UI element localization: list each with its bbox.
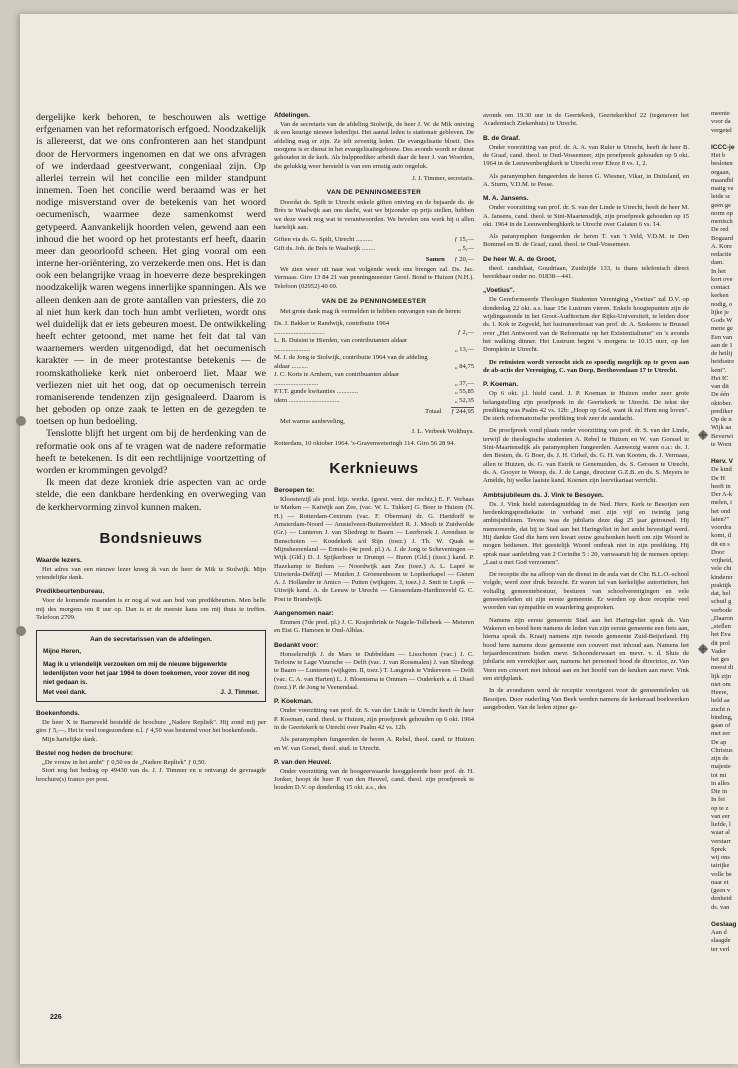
text-fragment: vele chi [711, 565, 732, 573]
article-text: avonds om 19.30 uur in de Geertekerk, Geertekerkhof 22 (tegenover het Academisch Ziekenhuis) te Utrecht. [483, 112, 689, 128]
subheading: „Voetius". [483, 287, 515, 295]
notice-text: De heer X te Barneveld besteldé de brochure „Nadere Repliek". Hij zond mij per giro ƒ 5,—. Het te veel toegezondene n.l. ƒ 4,50 was bestemd voor het boekenfonds. [36, 719, 266, 735]
text-fragment: In het [711, 267, 726, 275]
text-fragment: contact [711, 284, 730, 291]
text-fragment: tot mi [711, 771, 727, 779]
text-fragment: De één [711, 391, 730, 399]
article-text: Van de secretaris van de afdeling Stolwijk, de heer J. W. de Mik ontving ik een keurige nieuwe ledenlijst. Het aantal leden is stationair gebleven. De afdeling mag er zijn. Ze telt zeventig leden. De evangelisatie bloeit. Des morgens is er dienst in het evangelisatiegebouw. Des avonds wordt er dienst gehouden in de kerk. Als hulpprediker arbeidt daar de heer J. van Woerden, die gelukkig weer hersteld is van een ernstig auto ongeluk. [274, 121, 474, 170]
subheading: B. de Graaf. [483, 134, 521, 142]
finance-table [274, 236, 474, 253]
text-fragment: leide sc [711, 193, 731, 201]
text-fragment: dam. [711, 259, 724, 267]
text-fragment: Een van [711, 333, 733, 341]
text-fragment: ICCC-je [711, 143, 735, 151]
text-fragment: Op de n [711, 416, 732, 423]
text-fragment: het Eva [711, 631, 731, 639]
text-fragment: verbode [711, 606, 732, 614]
text-fragment: van eer [711, 812, 730, 820]
box-body: Mag ik u vriendelijk verzoeken om mij de nieuwe bijgewerkte ledenlijsten voor het jaar 1964 te doen toekomen, voor zover dit nog niet gedaan is. [43, 661, 250, 687]
text-fragment: moest di [711, 664, 734, 672]
article-text: Met grote dank mag ik vermelden te hebben ontvangen van de heren: [280, 308, 462, 316]
text-fragment: gaan of [711, 722, 731, 729]
text-fragment: wij ons [711, 854, 730, 861]
text-fragment: kent". [711, 366, 727, 374]
text-fragment: dit prol [711, 639, 730, 647]
text-fragment: laten?" [711, 515, 730, 523]
subheading: Waarde lezers. [36, 556, 82, 564]
text-fragment: lijk zijn [711, 672, 732, 680]
finance-row [274, 245, 474, 254]
article-text: Doordat ds. Spilt te Utrecht enkele giften ontving en de bejaarde ds. de Brès te Waalwijk aan ons dacht, wat we bijzonder op prijs stellen, hebben we deze week nog wat te verantwoorden. We bevelen ons werk bij u allen hartelijk aan. [274, 198, 474, 231]
text-fragment: „Daaron [711, 614, 734, 622]
article-paragraph: dergelijke kerk behoren, te beschouwen als wettige erfgenamen van het reformatorisch erfgoed. Noodzakelijk is allereerst, dat we ons confronteren aan het standpunt door de Hervormers ingenomen en dat we ons afvragen of we inderdaad geestverwant, congeniaal zijn. Op allerlei terrein wil het concilie een milder standpunt innemen. Toen het concilie werd beraamd was er het nodige misverstand over de betekenis van het woord oecumenisch, waarmee deze samenkomst werd getypeerd. Aanvankelijk hoorden velen, gewend aan een inhoud die het woord op het protestants erf heeft, daarin meer dan geoorloofd scheen. Het ging vooral om een interne her-oriëntering, zo verzekerde men ons. Het is dan ook een belangrijke vraag in hoeverre deze besprekingen noodzakelijk waren wegens innerlijke spanningen. Als we alleen denken aan de grote aantallen van priesters, die zo al niet hun kerk dan toch hun ambt verlieten, wordt ons wel duidelijk dat er iets gebeuren moest. De ontwikkeling heeft echter getoond, met name het feit dat tal van waarnemers werden uitgenodigd, dat het oecumenisch karakter — in de meer protestantse betekenis — de roomskatholieke kerk niet onberoerd liet. Maar we verliezen niet uit het oog, dat op oecumenisch terrein romaniserende tendenzen zijn gesignaleerd. Daarom is het geboden op onze zaak te letten en de gezegden te toetsen op hun bedoeling. [36, 112, 266, 428]
text-fragment: ds. van [711, 903, 730, 911]
text-fragment: Sprek [711, 845, 727, 853]
finance-label: Ds. J. Bakker te Randwijk, contributie 1964 ............................... [274, 320, 390, 336]
subheading-center: VAN DE 2e PENNINGMEESTER [321, 298, 427, 306]
sum-amount: ƒ 20,— [454, 256, 474, 264]
article-text: Namens zijn eerste gemeente Stad aan het Haringvliet sprak ds. Van Wakeren en bood hem namens de leden van zijn eerste gemeente een fiets aan, hierna sprak ds. Kraaij namens zijn tweede gemeente Zuid-Beijerland. Hij bood hem namens deze gemeente een couvert met inhoud aan. Namens het bejaardencentrum boden mevr. Schoonderwaart en mevr. v. d. Sluis de jubilaris een verrekijker aan, namens het personeel bood de directrice, zr. Van Veen een couvert met inhoud aan en het hoofd van de keuken aan mevr. Vink een strijkplank. [483, 616, 689, 682]
article-text: De reünisten wordt verzocht zich zo spoedig mogelijk op te geven aan de ab-actis der Vereniging, C. van Dorp, Beethovenlaan 17 te Utrecht. [483, 358, 689, 374]
address-text: Rotterdam, 10 oktober 1964. 's-Gravenweteringh 114. Giro 56 28 94. [274, 439, 456, 447]
text-fragment: tairijke [711, 862, 730, 870]
text-fragment: waar al [711, 829, 730, 837]
text-fragment: te Worn [711, 440, 732, 448]
finance-row [274, 371, 474, 388]
margin-ornament-icon [696, 642, 710, 656]
text-fragment: matig ve [711, 185, 734, 192]
text-fragment: oktober. [711, 399, 733, 407]
text-fragment: Door [711, 548, 725, 556]
text-fragment: lijke je [711, 308, 729, 316]
finance-row [274, 354, 474, 371]
text-fragment [711, 135, 738, 141]
section-title-kerknieuws: Kerknieuws [329, 460, 419, 477]
binding-hole [16, 416, 26, 426]
notice-text: Voor de komende maanden is er nog al wat aan bod van predikbeurten. Men belle mij des morgens om 8 uur op. Dan is er de meeste kans om mij thuis te treffen. Telefoon 2709. [36, 597, 266, 621]
subheading: P. Koekman. [274, 698, 313, 706]
text-fragment: besloten [711, 160, 733, 168]
finance-amount: „ 5,— [458, 244, 474, 252]
text-fragment: verstarr [711, 837, 731, 845]
article-text: Onder voorzitting van prof. dr. S. van der Linde te Utrecht heeft de heer P. Koeman, cand. theol. te Huizen, zijn proefpreek gehouden op 6 okt. 1964 in de Geertekerk te Utrecht over Psalm 42 vs. 12b. [274, 707, 474, 731]
box-closing: Met veel dank. [43, 689, 87, 697]
finance-label: idem ............................... [274, 396, 340, 404]
text-fragment: held aa [711, 697, 730, 705]
article-text: Onder voorzitting van prof. dr. S. van der Linde te Utrecht, heeft de heer M. A. Jansens, cand. theol. te Sint-Maartensdijk, zijn proefpreek gehouden op 15 okt. 1964 in de Leeuwenberghkerk te Utrecht over Galaten 6 vs. 14. [483, 204, 689, 228]
text-fragment: slaagde [711, 937, 731, 945]
text-fragment: heeft in [711, 482, 731, 490]
text-fragment [711, 449, 738, 455]
finance-label: Gift ds. Joh. de Brès te Waalwijk ........ [274, 244, 375, 252]
text-fragment: vrijheid, [711, 557, 733, 564]
subheading: Boekenfonds. [36, 710, 80, 718]
article-text: Als paranymphen fungeerden de heren G. Wiesner, Vikar, in Duitsland, en A. Sturm, V.D.M. te Pesse. [483, 172, 689, 188]
notice-text: „De vrouw in het ambt" ƒ 0,50 en de „Nadere Repliek" ƒ 0,50. [42, 759, 207, 767]
text-fragment: denheid [711, 895, 732, 903]
subheading: De heer W. A. de Groot, [483, 255, 557, 263]
text-fragment: Die in [711, 788, 728, 795]
text-fragment: kinderer [711, 573, 733, 581]
text-fragment: Der A-k [711, 491, 733, 498]
total-amount: ƒ 244,95 [451, 408, 474, 416]
article-text: Als paranymphen fungeerden de heren A. Rebel, theol. cand. te Huizen en W. van Gorsel, theol. stud. te Utrecht. [274, 736, 474, 752]
finance-amount: „ 37,— [454, 379, 474, 387]
article-text: De receptie die na afloop van de dienst in de aula van de Chr. B.L.O.-school volgde, werd zeer druk bezocht. Er waren tal van kerkelijke autoriteiten, het voltallig gemeentebestuur, besturen van schoolverenigingen en vele gemeenteleden uit zijn eerste gemeente. Er werden op deze receptie veel woorden van sympathie en waardering gesproken. [483, 571, 689, 612]
article-paragraph: Ik meen dat deze kroniek drie aspecten van ac orde stelde, die een dankbare herdenking en overweging van de kerkhervorming zinvol kunnen maken. [36, 477, 266, 513]
finance-amount: „ 13,— [454, 345, 474, 353]
text-fragment: liefde, l [711, 821, 731, 828]
article-text: Op 6 okt. j.l. hield cand. J. P. Koeman te Huizen onder zeer grote belangstelling zijn proefpreek in de Geertekerk te Utrecht. De tekst der prediking was Psalm 42 vs. 12b: „Hoop op God, want ik zal Hem nog loven". De sterk reformatorische prediking trok zeer de aandacht. [483, 390, 689, 423]
text-fragment: menisch [711, 218, 733, 225]
notice-text: Het adres van een nieuwe lezer kreeg ik van de heer de Mik te Stolwijk. Mijn vriendelijke dank. [36, 565, 266, 581]
finance-amount: „ 84,75 [454, 362, 474, 370]
signature: J. L. Verbeek Wolthuys. [411, 427, 474, 435]
text-fragment: meente [711, 110, 730, 117]
text-fragment: maandbl [711, 176, 734, 184]
text-fragment: majeste [711, 763, 731, 771]
text-fragment: heidsstre [711, 358, 735, 366]
article-text: Als paranymphen fungeerden de heren T. van 't Veld, V.D.M. te Den Bommel en B. de Graaf, cand. theol. te Oud-Vossemeer. [483, 233, 689, 249]
text-fragment: A. Kore [711, 242, 732, 250]
text-fragment: In fei [711, 796, 725, 804]
text-fragment: het ond [711, 507, 731, 515]
text-fragment: Het b [711, 152, 726, 159]
subheading: Bedankt voor: [274, 641, 319, 649]
text-fragment: niet om [711, 680, 731, 688]
text-fragment: de heilij [711, 350, 733, 357]
text-fragment: Wijk aa [711, 424, 732, 432]
box-title: Aan de secretarissen van de afdelingen. [90, 636, 212, 644]
text-fragment: geen ge [711, 201, 732, 209]
subheading: Bestel nog heden de brochure: [36, 750, 134, 758]
finance-label: M. J. de Jong te Stolwijk, contributie 1964 van de afdeling aldaar .......... [274, 354, 428, 370]
text-fragment: Geslaag [711, 920, 737, 928]
text-fragment: Het IC [711, 374, 729, 382]
box-signature: J. J. Timmer. [220, 689, 259, 697]
text-fragment: Aan d [711, 929, 727, 936]
article-text: Emmen (7de pred. pl.) J. C. Krajenbrink te Nagele-Tollebeek — Meteren en Eist G. Hamoen te Oud-Alblas. [274, 619, 474, 635]
text-fragment: nodig, o [711, 300, 733, 308]
notice-text: Mijn hartelijke dank. [42, 735, 98, 743]
text-fragment: praktijk [711, 581, 732, 589]
finance-amount: ƒ 15,— [454, 236, 474, 244]
total-line [274, 408, 474, 415]
text-fragment: in alles [711, 779, 730, 787]
margin-ornament-icon [696, 428, 710, 442]
finance-amount: ƒ 2,— [457, 328, 474, 336]
article-text: De proefpreek vond plaats onder voorzitting van prof. dr. S. van der Linde, terwijl de theologische studenten A. Rebel te Huizen en W. van Gorssel te Sint-Maartensdijk als paranymphen fungeerden. Aanwezig waren o.a.: ds. J. den Besten, ds. G Boer, ds. J. H. Cirkel, ds. G. H. van Kooten, ds. J. Vermaas, allen te Huizen, ds. G. van Estrik te Genemuiden, ds. S. Gerssen te Utrecht, ds. A. Gooyer te Weesp, ds. J. de Lange, directeur G.Z.B. en ds. S. Meyers te Amelde, bij welke laatste kand. Koenen zijn leervikariaat verricht. [483, 427, 689, 485]
sum-line [274, 256, 474, 263]
subheading: Beroepen te: [274, 487, 315, 494]
text-fragment: voor da [711, 118, 731, 126]
text-fragment: volle be [711, 870, 732, 878]
finance-label: L. B. Duisint te Hierden, van contributanten aldaar ...................... [274, 337, 408, 353]
text-fragment: melen, i [711, 499, 732, 507]
text-fragment: ter verl [711, 945, 730, 953]
finance-row [274, 388, 474, 397]
article-text: Onder voorzitting van de hoogeerwaarde hooggeleerde heer prof. dr. H. Jonker, hoopt de heer P. van den Heuvel, cand. theol. zijn proefpreek te houden D.V. op donderdag 15 okt. a.s., des [274, 767, 474, 792]
text-fragment: mene ge [711, 325, 733, 333]
text-fragment: op te z [711, 804, 729, 812]
text-fragment: prediker [711, 407, 733, 415]
box-footer [43, 689, 259, 696]
page-number: 226 [50, 1014, 62, 1021]
text-fragment: dit en s [711, 540, 730, 548]
text-fragment: norm op [711, 209, 733, 217]
finance-row [274, 397, 474, 406]
subheading: Ambtsjubileum ds. J. Vink te Besoyen. [483, 491, 604, 499]
column-2 [274, 112, 474, 797]
text-fragment: met eer [711, 730, 731, 738]
text-fragment: Heere, [711, 689, 729, 696]
text-fragment: binding, [711, 713, 733, 721]
text-fragment: van dit [711, 383, 729, 390]
newspaper-page [20, 14, 738, 1064]
notice-text: Stort nog het bedrag op 49430 van ds. J. J. Timmer en u ontvangt de gevraagde brochure(s) franco per post. [36, 767, 266, 783]
finance-row [274, 320, 474, 337]
article-paragraph: Tenslotte blijft het urgent om bij de herdenking van de reformatie ook ons af te vragen wat de nadere reformatie heeft te betekenen. Is dit een rechtlijnige voortzetting of worden er krommingen gevolgd? [36, 428, 266, 476]
subheading: Afdelingen. [274, 112, 310, 119]
subheading: Aangenomen naar: [274, 610, 334, 618]
text-fragment: redactie [711, 251, 732, 258]
finance-amount: „ 52,35 [454, 396, 474, 404]
text-fragment: vergetel [711, 126, 732, 134]
text-fragment: Bogaard [711, 234, 734, 242]
finance-label: Giften via ds. G. Spilt, Utrecht .......... [274, 236, 373, 244]
finance-label: P.T.T. gunde kwitanties ............. [274, 388, 358, 396]
text-fragment [711, 912, 738, 918]
text-fragment: het ges [711, 656, 730, 663]
text-fragment: schuil g [711, 598, 732, 606]
text-fragment: „stellen [711, 623, 731, 630]
subheading: Predikbeurtenbureau. [36, 588, 105, 596]
text-fragment: Vader [711, 647, 727, 655]
article-text: De Gereformeerde Theologen Studenten Vereniging „Voetius" zal D.V. op donderdag 22 okt. a.s. haar 15e Lustrum vieren. Enkele hoogtepunten zijn de wijdingsstonde in het Groot-Auditorium der Rijks-Universiteit, te leiden door ds. I. Kok te Zegveld, het lustrumreferaat van prof. dr. A. Szekeres te Brussel over „Het Antwoord van de Reformatie op het Existentialisme" en 's avonds het walking dinner. Het Lustrum begint 's morgens te 10.15 uurr, op het Domplein te Utrecht. [483, 296, 689, 354]
text-fragment: dat, hel [711, 590, 731, 597]
article-text: We zien weer uit naar wat volgende week ons brengen zal. Ds. Jac. Vermaas. Giro 13 84 21 van penningmeester Geref. Bond te Huizen (N.H.). Telefoon (02952) 40 69. [274, 266, 474, 290]
column-3 [483, 112, 689, 716]
sum-label: Samen [425, 256, 445, 264]
text-fragment: Gods W [711, 317, 733, 324]
signature: J. J. Timmer, secretaris. [412, 174, 474, 182]
text-fragment: De kind [711, 466, 732, 474]
finance-row [274, 337, 474, 354]
column-1 [36, 112, 266, 784]
finance-amount: „ 55,85 [454, 388, 474, 396]
text-fragment: (geen v [711, 887, 731, 894]
article-text: theol. candidaat, Goudriaan, Zuidzijde 133, is thans telefonisch direct bereikbaar onder no. 01838—441. [483, 264, 689, 281]
text-fragment: De ap [711, 738, 727, 746]
article-text: Met warme aanbeveling, [280, 418, 345, 426]
article-text: Ds. J. Vink hield zaterdagmiddag in de Ned. Herv. Kerk te Besoijen een herdenkingsprediekatie in verband met zijn vijf en twintig jarig ambtsjubileum. Tevens was de jubilaris deze dag 25 jaar getrouwd. Hij memoreerde, dat hij te Stad aan het Haringvliet in het ambt bevestigd werd. Hij dankte God die hem een kwart eeuw geschonken heeft om zijn Woord te mogen bedienen. Het geestelijk Woord ontbrak niet in zijn prediking. Hij sprak naar aanleiding van 2 Corinthe 5 : 20, vanwaaruit hij de mensen opriep: „Laat u met God verzoenen". [483, 500, 689, 566]
finance-table [274, 320, 474, 405]
text-fragment: kort ove [711, 275, 733, 283]
text-fragment: zijn de [711, 755, 729, 762]
text-fragment: Herv. V [711, 458, 733, 465]
text-fragment: voordra [711, 524, 732, 531]
article-text: Honselersdijk J. de Mars te Dubbeldam — Lisschoten (vac.) J. C. Terlouw te Lage Vuursche — Delft (vac. J. van Roosmalen) J. van Sliedregt te Baarn — Lunteren (wijkgem. II, toez.) T. Langerak te Vinkeveen — Delft (vac. C. A. van Harten) L. J. Bloemsma te Ommen — Ouderkerk a. d. IJssel (toez.) P. de Jong te Veenendaal. [274, 650, 474, 691]
text-fragment: zucht n [711, 705, 730, 713]
text-fragment: De red [711, 226, 729, 234]
article-text: Onder voorzitting van prof. dr. A. A. van Ruler te Utrecht, heeft de heer B. de Graaf, cand. theol. te Oud-Vossemeer, zijn proefpreek gehouden op 9 okt. 1964 in de Leeuwenberghkerk te Utrecht over Efeze 8 vs. 1, 2. [483, 143, 689, 168]
box-salutation: Mijne Heren, [43, 648, 81, 656]
finance-label: J. C. Korts te Arnhem, van contribuanten aldaar ........................... [274, 371, 400, 387]
text-fragment: aan de 1 [711, 341, 733, 349]
finance-row [274, 236, 474, 245]
subheading: P. van den Heuvel. [274, 758, 332, 766]
notice-box [36, 630, 266, 702]
text-fragment: naar et [711, 878, 729, 886]
subheading-center: VAN DE PENNINGMEESTER [326, 188, 422, 196]
article-text: Kloosterzijl als pred. bijz. werkz. (geest. verz. der rechtz.) E. F. Verbaas te Marken — Katwijk aan Zee, (vac. W. L. Tukker) G. Boer te Huizen (N. H.) — Rotterdam-Centrum (vac. F. Oberman) dr. G. Hartdorff te Amsterdam-Noord — Amstelveen-Buitenveldert R. J. Moolt te Zuidwolde (Gr.) — Lunteren J. van Sliedregt te Baarn — Leerbroek J. Arendsen te Bunschoten — Koudekerk a/d Rijn (toez.) J. Th. W. Quak te Mijnsheerenland — Ermelo (4e pred. pl.) A. J. de Jong te Scheveningen — Wijk (Gld.) D. J. Spijkerboer te Drumpt — Buren (Gld.) (toez.) kand. P. Hazekamp te Bedum — Noordwijk aan Zee (toez.) A. L. Lapré te Uitwierda-Delfzijl — Muiden J. Groenenboom te Lopikerkapel — Gieten A. J. Hollander te Amico — Putten (wijkgem. 3, toez.) J. Smit te Lopik — Uitwijk kand. A. de Leeuw te Utrecht — Giessendam-Hardinxveld G. C. Post te Brandwijk. [274, 496, 474, 603]
section-title-bondsnieuws: Bondsnieuws [99, 529, 203, 547]
text-fragment: kerken [711, 292, 729, 300]
subheading: P. Koeman. [483, 381, 519, 389]
subheading: M. A. Jansens. [483, 195, 529, 203]
text-fragment: orgaan, [711, 168, 731, 176]
text-fragment: Christus [711, 746, 733, 754]
text-fragment: De H [711, 474, 725, 482]
text-fragment: Beverwi [711, 432, 734, 440]
column-4-clipped [711, 110, 738, 954]
total-label: Totaal [425, 408, 442, 416]
text-fragment: komt, tl [711, 532, 732, 540]
article-text: In de avonduren werd de receptie voortgezet voor de gemeenteleden uit Besoijen. Door ouderling Van Beek werden namens de kerkeraad boekwerken aangeboden. Van de leden zijner ge- [483, 687, 689, 711]
binding-hole [16, 626, 26, 636]
